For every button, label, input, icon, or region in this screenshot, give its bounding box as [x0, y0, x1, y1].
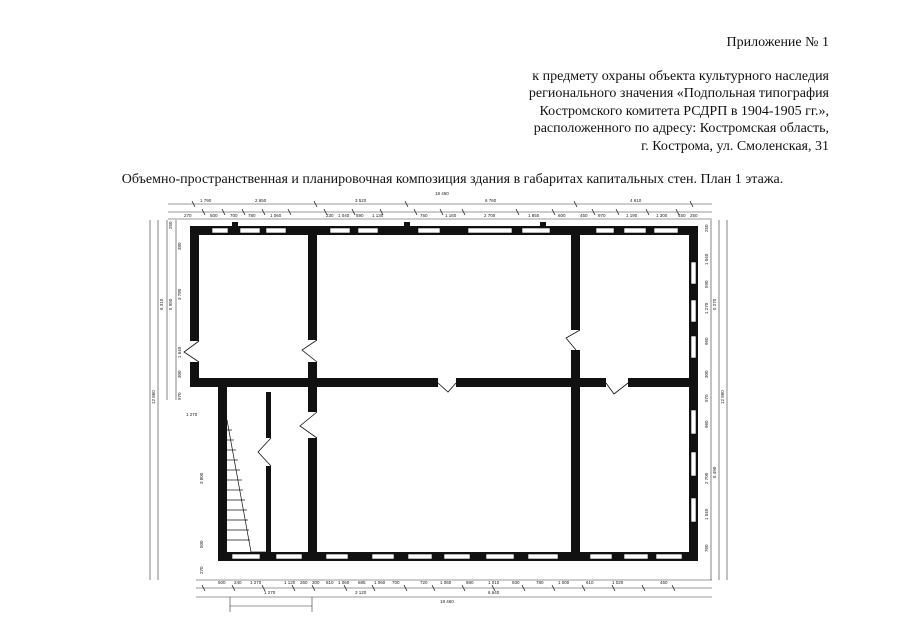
dim-label: 590: [356, 213, 364, 218]
dim-label: 1 160: [445, 213, 457, 218]
dimension-lines: [150, 204, 727, 612]
dim-label: 1 190: [626, 213, 638, 218]
dim-label: 450: [580, 213, 588, 218]
dim-label: 230: [326, 213, 334, 218]
wall-inner-2-top: [571, 226, 580, 330]
dim-label: 3 120: [355, 590, 367, 595]
dim-label: 685: [358, 580, 366, 585]
dim-label: 500: [199, 540, 204, 548]
building-walls: [190, 226, 698, 561]
dim-label: 1 040: [704, 508, 709, 520]
appendix-number: Приложение № 1: [726, 35, 829, 50]
dim-label: 380: [177, 242, 182, 250]
dim-label: 2 700: [704, 472, 709, 484]
dim-label: 1 040: [704, 253, 709, 265]
wall-inner-1-top: [308, 226, 317, 340]
bottom-dimensions: [218, 580, 668, 604]
dim-label: 1 010: [488, 580, 500, 585]
dim-label: 1 300: [656, 213, 668, 218]
dim-label: 300: [177, 370, 182, 378]
dim-label: 260: [300, 580, 308, 585]
dim-label: 500: [218, 580, 226, 585]
dim-label: 600: [558, 213, 566, 218]
wall-inner-2-bottom: [571, 350, 580, 561]
dim-label: 250: [168, 221, 173, 229]
dim-label: 1 130: [372, 213, 384, 218]
dim-label: 1 640: [177, 346, 182, 358]
dim-label: 1 850: [528, 213, 540, 218]
dim-label: 1 060: [374, 580, 386, 585]
dim-label: 1 060: [440, 580, 452, 585]
dim-label: 3 520: [355, 198, 367, 203]
dim-label: 250: [704, 224, 709, 232]
dim-label: 1 120: [284, 580, 296, 585]
dim-label: 1 020: [612, 580, 624, 585]
dim-label: 1 270: [186, 412, 198, 417]
header-line-4: расположенного по адресу: Костромская область,: [533, 121, 829, 136]
wall-stair: [218, 378, 227, 561]
dim-label: 970: [598, 213, 606, 218]
dim-label: 250: [690, 213, 698, 218]
dim-label: 960: [704, 337, 709, 345]
dim-label: 1 060: [270, 213, 282, 218]
dim-label: 1 000: [558, 580, 570, 585]
dim-label: 5 270: [712, 298, 717, 310]
dim-label: 610: [586, 580, 594, 585]
header-line-2: регионального значения «Подпольная типография: [528, 86, 829, 101]
dim-label: 1 270: [264, 590, 276, 595]
dim-label: 930: [512, 580, 520, 585]
dim-label: 450: [678, 213, 686, 218]
door-swings: [184, 330, 628, 466]
wall-middle-center: [456, 378, 606, 387]
dim-label-total: 18 460: [435, 191, 449, 196]
dim-label-total: 12 860: [720, 390, 725, 404]
dim-label: 3 800: [199, 472, 204, 484]
partition-lower: [266, 466, 271, 556]
right-dimensions: [704, 224, 725, 552]
dim-label: 6 640: [488, 590, 500, 595]
dim-label: 880: [466, 580, 474, 585]
dim-label: 590: [704, 280, 709, 288]
header-line-1: к предмету охраны объекта культурного наследия: [532, 68, 829, 84]
staircase: [227, 420, 266, 552]
wall-left-upper: [190, 226, 199, 341]
header-line-3: Костромского комитета РСДРП в 1904-1905 гг.»,: [539, 103, 829, 119]
dim-label: 2 700: [484, 213, 496, 218]
dim-label: 960: [704, 420, 709, 428]
dim-label: 6 310: [159, 298, 164, 310]
dim-label: 720: [420, 580, 428, 585]
partition-upper: [266, 392, 271, 438]
dim-label: 2 650: [255, 198, 267, 203]
dim-label: 300: [704, 370, 709, 378]
dim-label: 700: [230, 213, 238, 218]
dim-label: 1 270: [250, 580, 262, 585]
dim-label: 1 040: [338, 213, 350, 218]
top-dimensions: [184, 191, 698, 218]
dim-label: 1 060: [338, 580, 350, 585]
dim-label: 4 610: [630, 198, 642, 203]
dim-label: 810: [326, 580, 334, 585]
dim-label: 760: [704, 544, 709, 552]
wall-middle-right: [628, 378, 698, 387]
wall-inner-1-mid: [308, 362, 317, 412]
dim-label: 760: [420, 213, 428, 218]
dim-label: 3 780: [177, 288, 182, 300]
dim-label: 500: [210, 213, 218, 218]
dim-label: 1 270: [704, 302, 709, 314]
dim-label: 240: [234, 580, 242, 585]
wall-inner-1-bottom: [308, 438, 317, 561]
dim-label: 780: [248, 213, 256, 218]
dim-label: 700: [392, 580, 400, 585]
dim-label: 780: [536, 580, 544, 585]
dim-label: 270: [184, 213, 192, 218]
dim-label-total: 12 860: [151, 390, 156, 404]
dim-label: 450: [660, 580, 668, 585]
dim-label: 5 950: [168, 298, 173, 310]
plan-caption: Объемно-пространственная и планировочная композиция здания в габаритах капитальных стен. План 1 этажа.: [121, 172, 784, 187]
dim-label: 970: [704, 394, 709, 402]
header-line-5: г. Кострома, ул. Смоленская, 31: [641, 138, 829, 154]
dim-label: 6 490: [712, 466, 717, 478]
dim-label: 300: [312, 580, 320, 585]
dim-label: 6 760: [485, 198, 497, 203]
dim-label-total: 18 460: [440, 599, 454, 604]
dim-label: 970: [177, 392, 182, 400]
dim-label: 1 790: [200, 198, 212, 203]
dim-label: 270: [199, 566, 204, 574]
